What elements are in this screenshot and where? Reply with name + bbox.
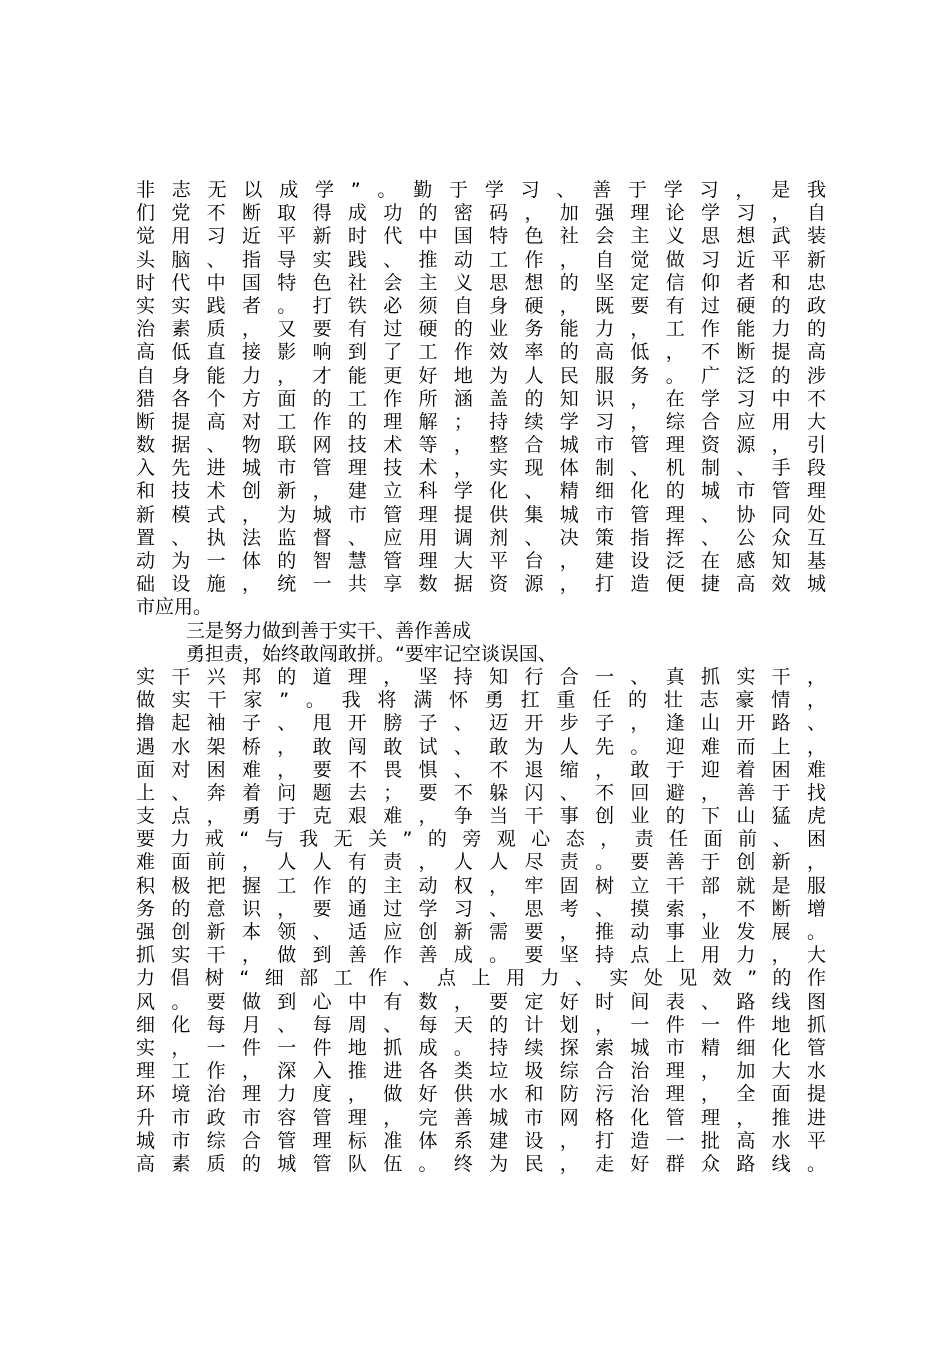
- text-line: 实干兴邦的道理，坚持知行合一、真抓实干，: [136, 665, 826, 688]
- text-line: 猎各个方面的工作所涵盖的知识，在学习中不: [136, 387, 826, 410]
- text-line: 升市政市容管理，完善城市网格化管理，推进: [136, 1106, 826, 1129]
- text-line: 实实践者。打铁必须自身硬，既要有过硬的政: [136, 294, 826, 317]
- text-line: 高低直接影响到了工作效率的高低，不断提高: [136, 341, 826, 364]
- text-line: 城市综合管理标准体系建设，打造一批高水平: [136, 1129, 826, 1152]
- text-line: 要力戒“与我无关”的旁观心态，责任面前、困: [136, 828, 826, 851]
- text-line: 治素质，又要有过硬的业务能力，工作能力的: [136, 318, 826, 341]
- text-line: 风。要做到心中有数，要定好时间表、路线图: [136, 990, 826, 1013]
- text-line: 础设施，统一共享数据资源，打造便捷高效城: [136, 573, 826, 596]
- text-line: 时代中国特色社会主义思想的坚定信仰者和忠: [136, 271, 826, 294]
- text-line: 支点，勇于克艰难，争当干事创业的下山猛虎: [136, 805, 826, 828]
- text-line: 市应用。: [136, 596, 213, 619]
- body-text: [136, 179, 826, 1176]
- text-line: 勇担责，始终敢闯敢拼。“要牢记空谈误国、: [186, 642, 557, 665]
- text-line: 务的意识，要通过学习、思考、摸索，不断增: [136, 897, 826, 920]
- text-line: 细化每月、每周、每天的计划，一件一件地抓: [136, 1013, 826, 1036]
- text-line: 和技术创新，建立科学化、精细化的城市管理: [136, 480, 826, 503]
- text-line: 置、执法监督、应用调剂、决策指挥、公众互: [136, 526, 826, 549]
- text-line: 新模式，为城市管理提供集城市管理、协同处: [136, 503, 826, 526]
- text-line: 高素质的城管队伍。终为民，走好群众路线。: [136, 1152, 826, 1175]
- text-line: 撸起袖子、甩开膀子、迈开步子，逢山开路、: [136, 712, 826, 735]
- text-line: 难面前，人人有责，人人尽责。要善于创新，: [136, 851, 826, 874]
- text-line: 力倡树“细部工作、点上用力、实处见效”的作: [136, 967, 826, 990]
- text-line: 强创新本领、适应创新需要，推动事业发展。: [136, 921, 826, 943]
- text-line: 抓实干，做到善作善成。要坚持点上用力，大: [136, 944, 826, 967]
- text-line: 面对困难，要不畏惧、不退缩，敢于迎着困难: [136, 758, 826, 781]
- text-line: 们党不断取得成功的密码，加强理论学习，自: [136, 202, 826, 225]
- text-line: 环境治理力度，做好供水和防污治理，全面提: [136, 1083, 826, 1106]
- text-line: 上、奔着问题去；要不躲闪、不回避，善于找: [136, 781, 826, 804]
- text-line: 积极把握工作的主动权，牢固树立干部就是服: [136, 874, 826, 897]
- text-line: 断提高对工作的理解；持续学习，综合应用大: [136, 410, 826, 433]
- text-line: 入先进城市管理技术，实现体制、机制、手段: [136, 457, 826, 480]
- section-heading: 三是努力做到善于实干、善作善成: [186, 619, 472, 642]
- text-line: 头脑、指导实践、推动工作，自觉做习近平新: [136, 248, 826, 271]
- text-line: 觉用习近平新时代中国特色社会主义思想武装: [136, 225, 826, 248]
- text-line: 实，一件一件地抓成。持续探索城市精细化管: [136, 1036, 826, 1059]
- text-line: 做实干家”。我将满怀勇扛重任的壮志豪情，: [136, 689, 826, 712]
- text-line: 非志无以成学”。勤于学习、善于学习，是我: [136, 179, 826, 201]
- text-line: 数据、物联网技术等，整合城市管理资源，引: [136, 434, 826, 457]
- text-line: 自身能力，才能更好地为人民服务。广泛的涉: [136, 364, 826, 387]
- text-line: 动为一体的智慧管理大平台，建设泛在感知基: [136, 550, 826, 572]
- text-line: 理工作，深入推进各类垃圾综合治理，加大水: [136, 1060, 826, 1083]
- text-line: 遇水架桥，敢闯敢试、敢为人先。迎难而上，: [136, 735, 826, 758]
